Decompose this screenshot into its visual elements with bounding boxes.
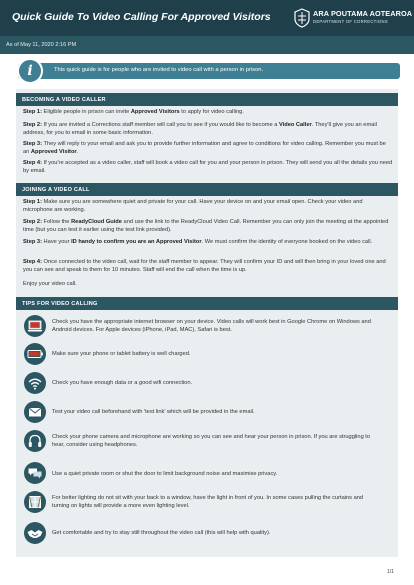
logo-department: DEPARTMENT OF CORRECTIONS <box>313 19 388 24</box>
step-emphasis: Approved Visitor <box>30 149 77 156</box>
corrections-logo <box>293 8 413 30</box>
corrections-emblem-icon <box>293 8 311 28</box>
step-text: Make sure you are somewhere quiet and private for your call. Have your device on and your email open. Check your video and microphone are working. <box>23 199 363 214</box>
step-text: Once connected to the video call, wait for the staff member to appear. They will confirm your ID and will then bring in your loved one and you can see and speak to them for 10 minutes. Staff will end the call when the time is up. <box>23 259 386 274</box>
step-text: If you're accepted as a video caller, staff will book a video call for you and your person in prison. They will send you all the details you need by email. <box>23 160 393 175</box>
caller-step-1 <box>23 108 393 116</box>
step-text: Have your <box>41 239 72 245</box>
joining-step-2 <box>23 218 393 235</box>
step-text: and use the link to the ReadyCloud Video Call. Remember you can only join the meeting at the appointed time (but you can test it earlier using the test link provided). <box>23 219 389 234</box>
email-icon <box>24 401 46 423</box>
step-prefix: Step 2: <box>23 219 42 225</box>
step-emphasis: Approved Visitors <box>130 109 180 115</box>
step-prefix: Step 1: <box>23 109 42 115</box>
tip-text-2: Make sure your phone or tablet battery is well charged. <box>52 351 191 357</box>
step-prefix: Step 2: <box>23 122 42 128</box>
logo-name: ARA POUTAMA AOTEAROA <box>313 9 413 18</box>
handshake-icon <box>24 522 46 544</box>
section-heading-tips: TIPS FOR VIDEO CALLING <box>16 297 398 310</box>
tip-text-6: Use a quiet private room or shut the door to limit background noise and maximise privacy. <box>52 471 278 477</box>
joining-closing: Enjoy your video call. <box>23 281 77 287</box>
step-text: . <box>76 149 79 156</box>
page-number: 1/1 <box>387 569 394 575</box>
step-text: Eligible people in prison can invite <box>41 109 131 115</box>
tip-text-1: Check you have the appropriate internet browser on your device. Video calls will work best in Google Chrome on Windows and Android devices. For Apple devices (iPhone, iPad, MAC), Safari is best. <box>52 319 371 334</box>
tip-text-8: Get comfortable and try to stay still throughout the video call (this will help with quality). <box>52 530 271 536</box>
laptop-icon <box>24 315 46 337</box>
caller-step-3 <box>23 140 393 157</box>
as-of-timestamp: As of May 11, 2020 2:16 PM <box>0 36 414 54</box>
chat-icon <box>24 462 46 484</box>
joining-step-4 <box>23 258 393 275</box>
tip-text-3: Check you have enough data or a good wifi connection. <box>52 380 193 386</box>
tip-text-4: Test your video call beforehand with 'test link' which will be provided in the email. <box>52 409 255 415</box>
intro-text: This quick guide is for people who are invited to video call with a person in prison. <box>54 67 264 73</box>
section-heading-caller: BECOMING A VIDEO CALLER <box>16 93 398 106</box>
document-title: Quick Guide To Video Calling For Approved Visitors <box>12 11 271 23</box>
step-prefix: Step 4: <box>23 259 42 265</box>
battery-icon <box>24 343 46 365</box>
tip-text-5: Check your phone camera and microphone are working so you can see and hear your person in prison. If you are struggling to hear, consider using headphones. <box>52 434 371 449</box>
info-icon: i <box>17 58 43 84</box>
header-bar <box>0 0 414 36</box>
step-text: . We must confirm the identity of everyone booked on the video call. <box>201 239 373 245</box>
tip-text-7: For better lighting do not sit with your back to a window, have the light in front of you. In some cases pulling the curtains and turning on lights will provide a more even lighting level. <box>52 495 364 510</box>
step-emphasis: ID handy to confirm you are an Approved Visitor <box>71 239 202 245</box>
step-prefix: Step 1: <box>23 199 42 205</box>
window-icon <box>24 491 46 513</box>
joining-step-3 <box>23 238 393 246</box>
step-text: Follow the <box>41 219 72 225</box>
step-text: If you are invited a Corrections staff member will call you to see if you would like to become a <box>41 122 279 128</box>
step-text: to apply for video calling. <box>179 109 244 115</box>
step-prefix: Step 3: <box>23 141 42 147</box>
joining-step-1 <box>23 198 393 215</box>
headphones-icon <box>24 430 46 452</box>
wifi-icon <box>24 372 46 394</box>
step-text: They will reply to your email and ask you to provide further information and agree to conditions for video calling. Remember you must be an <box>23 141 386 156</box>
step-prefix: Step 4: <box>23 160 42 166</box>
step-prefix: Step 3: <box>23 239 42 245</box>
step-emphasis: Video Caller <box>278 122 312 128</box>
section-heading-joining: JOINING A VIDEO CALL <box>16 183 398 196</box>
step-text: . They'll give you an email address, for you to email in some basic information. <box>23 122 377 137</box>
caller-step-4 <box>23 159 393 176</box>
caller-step-2 <box>23 121 393 138</box>
step-emphasis: ReadyCloud Guide <box>71 219 122 225</box>
